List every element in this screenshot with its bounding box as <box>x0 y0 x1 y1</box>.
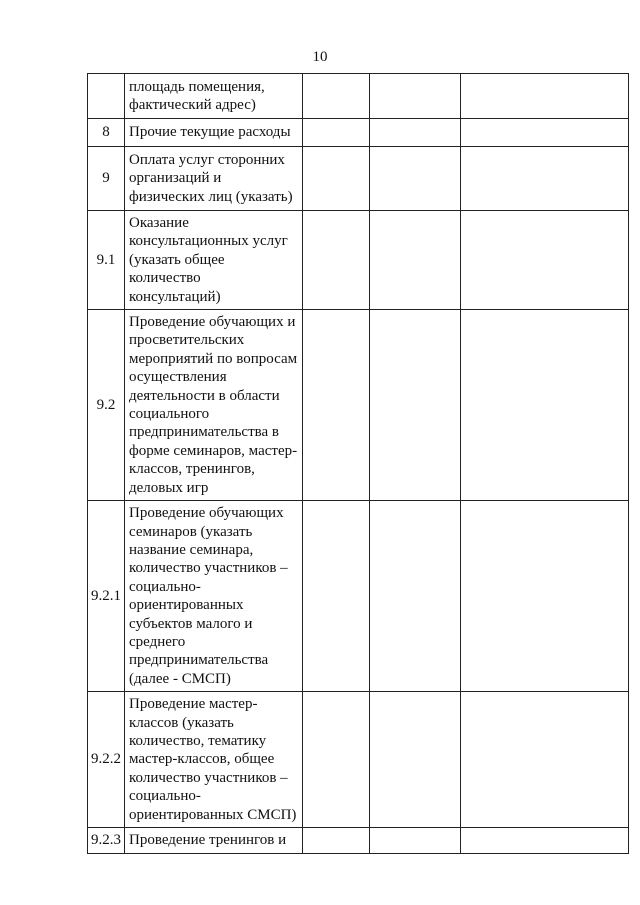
row-description: площадь помещения, фактический адрес) <box>125 74 303 119</box>
table-row <box>88 828 629 854</box>
empty-cell <box>303 501 370 692</box>
table-row <box>88 74 629 119</box>
empty-cell <box>370 147 461 211</box>
table-row <box>88 310 629 501</box>
table-row <box>88 147 629 211</box>
empty-cell <box>303 692 370 828</box>
row-number: 9.2.2 <box>88 692 125 828</box>
row-description: Проведение обучающих семинаров (указать название семинара, количество участников – социально- ориентированных субъектов малого и среднего предпринимательства (далее - СМСП) <box>125 501 303 692</box>
page-number: 10 <box>312 49 328 65</box>
empty-cell <box>461 828 629 854</box>
empty-cell <box>461 501 629 692</box>
table-row <box>88 501 629 692</box>
empty-cell <box>461 211 629 310</box>
empty-cell <box>303 211 370 310</box>
empty-cell <box>303 119 370 147</box>
row-description: Оплата услуг сторонних организаций и физических лиц (указать) <box>125 147 303 211</box>
empty-cell <box>303 147 370 211</box>
row-number: 9 <box>88 147 125 211</box>
empty-cell <box>370 74 461 119</box>
row-number: 9.2.1 <box>88 501 125 692</box>
empty-cell <box>303 310 370 501</box>
empty-cell <box>303 828 370 854</box>
empty-cell <box>461 74 629 119</box>
row-number: 8 <box>88 119 125 147</box>
empty-cell <box>303 74 370 119</box>
row-description: Проведение мастер- классов (указать количество, тематику мастер-классов, общее количество участников – социально- ориентированных СМСП) <box>125 692 303 828</box>
empty-cell <box>461 310 629 501</box>
expense-table <box>87 73 629 854</box>
empty-cell <box>370 211 461 310</box>
row-description: Проведение тренингов и <box>125 828 303 854</box>
empty-cell <box>461 119 629 147</box>
row-description: Оказание консультационных услуг (указать общее количество консультаций) <box>125 211 303 310</box>
empty-cell <box>461 692 629 828</box>
empty-cell <box>461 147 629 211</box>
table-row <box>88 119 629 147</box>
empty-cell <box>370 310 461 501</box>
row-number <box>88 74 125 119</box>
row-description: Проведение обучающих и просветительских мероприятий по вопросам осуществления деятельности в области социального предпринимательства в форме семинаров, мастер- классов, тренингов, деловых игр <box>125 310 303 501</box>
table-row <box>88 211 629 310</box>
row-number: 9.1 <box>88 211 125 310</box>
table-row <box>88 692 629 828</box>
empty-cell <box>370 692 461 828</box>
row-number: 9.2 <box>88 310 125 501</box>
empty-cell <box>370 501 461 692</box>
empty-cell <box>370 119 461 147</box>
empty-cell <box>370 828 461 854</box>
row-description: Прочие текущие расходы <box>125 119 303 147</box>
row-number: 9.2.3 <box>88 828 125 854</box>
